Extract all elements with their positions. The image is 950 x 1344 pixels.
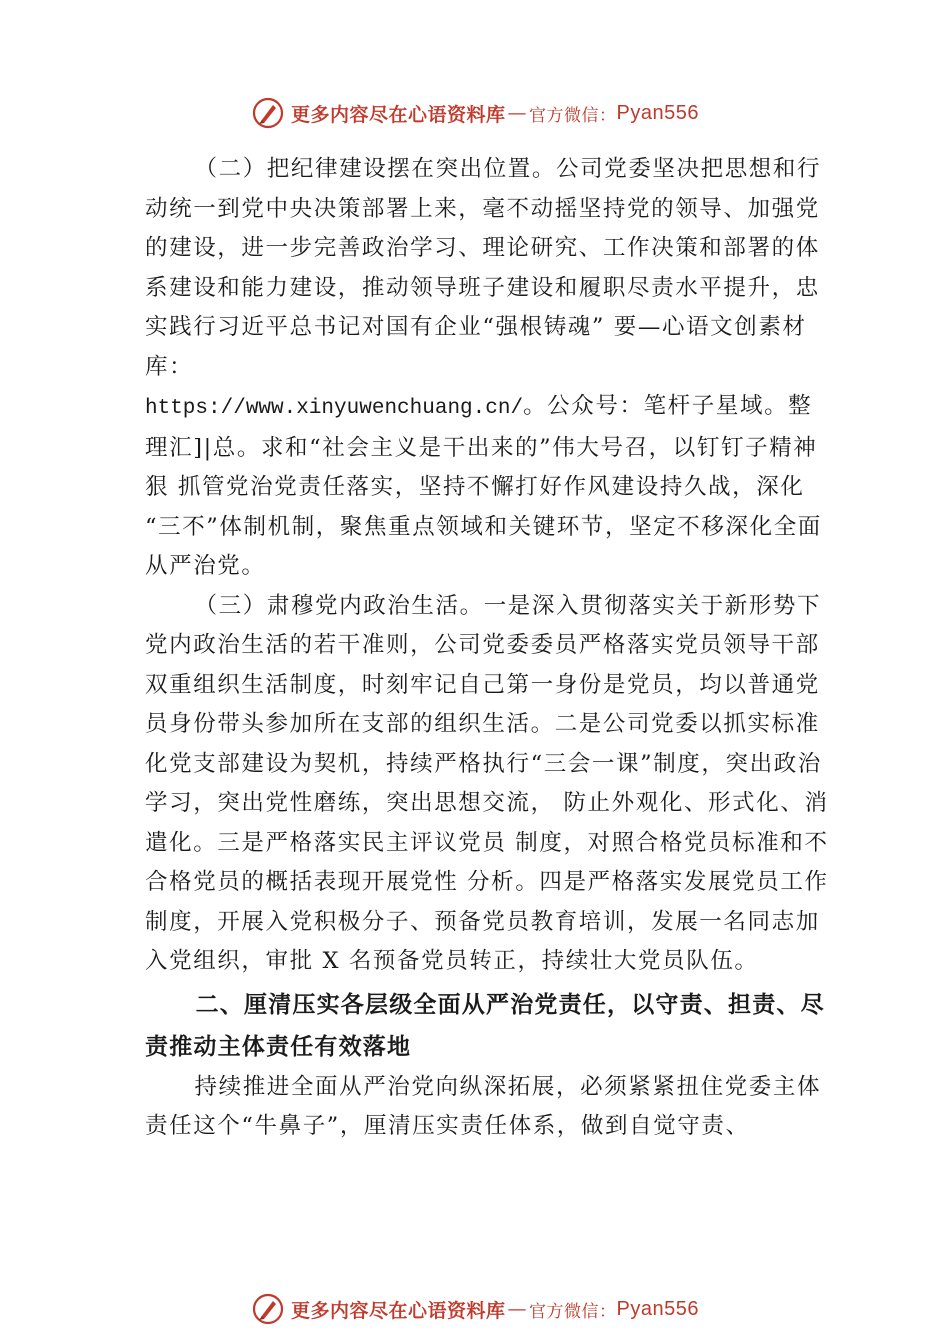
pen-logo-icon xyxy=(251,96,285,130)
paragraph-discipline-text: （二）把纪律建设摆在突出位置。公司党委坚决把思想和行动统一到党中央决策部署上来，毫不动摇坚持党的领导、加强党的建设，进一步完善政治学习、理论研究、工作决策和部署的体系建设和能力建设，推动领导班子建设和履职尽责水平提升，忠实践行习近平总书记对国有企业“强根铸魂” 要—心语文创素材库： xyxy=(145,156,822,380)
pen-logo-icon xyxy=(251,1292,285,1326)
paragraph-political-life: （三）肃穆党内政治生活。一是深入贯彻落实关于新形势下党内政治生活的若干准则，公司党委委员严格落实党员领导干部双重组织生活制度，时刻牢记自己第一身份是党员，均以普通党员身份带头参加所在支部的组织生活。二是公司党委以抓实标准化党支部建设为契机，持续严格执行“三会一课”制度，突出政治学习，突出党性磨练，突出思想交流， 防止外观化、形式化、消遣化。三是严格落实民主评议党员 制度，对照合格党员标准和不合格党员的概括表现开展党性 分析。四是严格落实发展党员工作制度，开展入党积极分子、预备党员教育培训，发展一名同志加入党组织，审批 X 名预备党员转正，持续壮大党员队伍。 xyxy=(145,592,829,974)
banner-brand: 更多内容尽在心语资料库 xyxy=(291,103,506,126)
banner-handle: Pyan556 xyxy=(616,1297,699,1320)
paragraph-discipline-tail: 。公众号：笔杆子星域。整理汇]|总。求和“社会主义是干出来的”伟大号召，以钉钉子精神狠 抓管党治党责任落实，坚持不懈打好作风建设持久战，深化 “三不”体制机制，聚焦重点领域和关键环节，坚定不移深化全面从严治党。 xyxy=(145,393,822,579)
banner-brand: 更多内容尽在心语资料库 xyxy=(291,1299,506,1322)
banner-handle: Pyan556 xyxy=(616,101,699,124)
section-heading: 二、厘清压实各层级全面从严治党责任，以守责、担责、尽责推动主体责任有效落地 xyxy=(145,991,825,1060)
header-watermark-banner xyxy=(0,96,950,130)
banner-dash: — xyxy=(507,102,528,124)
paragraph-url: https://www.xinyuwenchuang.cn/ xyxy=(145,397,524,420)
banner-wechat-label: 官方微信： xyxy=(529,1301,617,1322)
banner-dash: — xyxy=(507,1298,528,1320)
footer-watermark-banner xyxy=(0,1292,950,1326)
banner-wechat-label: 官方微信： xyxy=(529,105,617,126)
paragraph-discipline xyxy=(145,150,835,587)
paragraph-responsibility: 持续推进全面从严治党向纵深拓展，必须紧紧扭住党委主体责任这个“牛鼻子”，厘清压实责任体系，做到自觉守责、 xyxy=(145,1073,822,1139)
document-body xyxy=(145,150,835,1147)
